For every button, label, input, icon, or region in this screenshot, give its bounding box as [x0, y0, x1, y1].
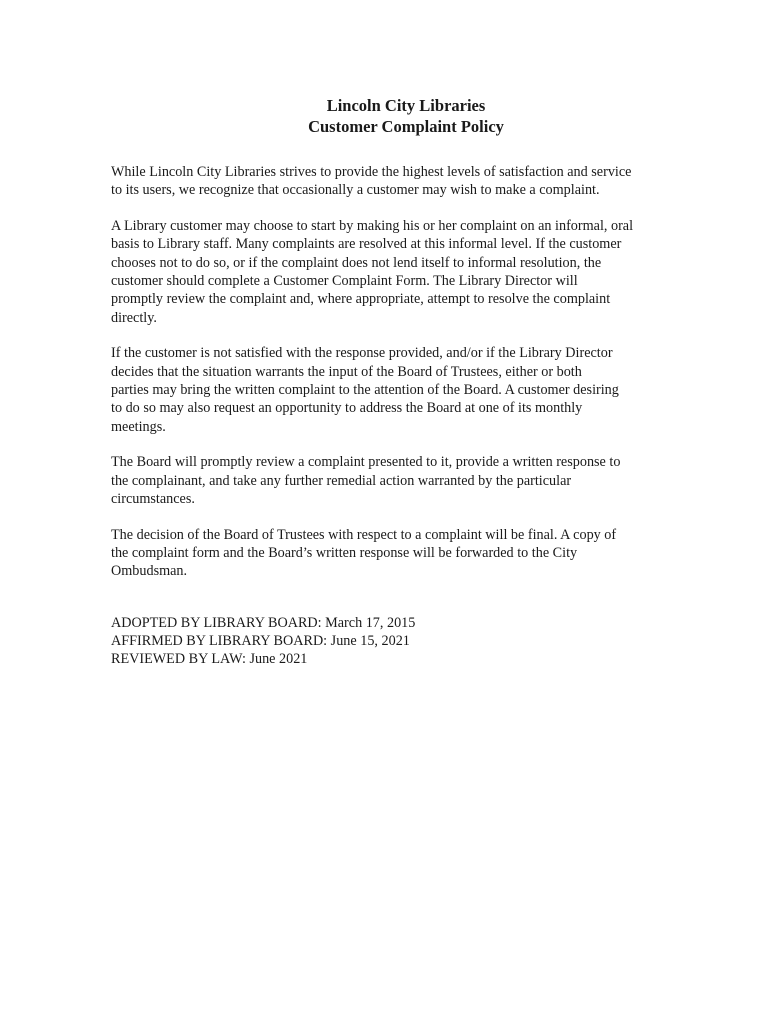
reviewed-line: REVIEWED BY LAW: June 2021: [111, 651, 308, 668]
paragraph-informal-complaint: A Library customer may choose to start by making his or her complaint on an informal, oral basis to Library staff. Many complaints are resolved at this informal level. If the customer chooses not to do so, or if the complaint does not lend itself to informal resolution, the customer should complete a Customer Complaint Form. The Library Director will promptly review the complaint and, where appropriate, attempt to resolve the complaint directly.: [111, 218, 634, 326]
adoption-history: [111, 614, 701, 669]
paragraph-board-review: The Board will promptly review a complaint presented to it, provide a written response to the complainant, and take any further remedial action warranted by the particular circumstances.: [111, 454, 621, 507]
document-title: [111, 95, 701, 137]
paragraph-board-escalation: If the customer is not satisfied with the response provided, and/or if the Library Director decides that the situation warrants the input of the Board of Trustees, either or both parties may bring the written complaint to the attention of the Board. A customer desiring to do so may also request an opportunity to address the Board at one of its monthly meetings.: [111, 345, 619, 435]
affirmed-line: AFFIRMED BY LIBRARY BOARD: June 15, 2021: [111, 632, 410, 649]
title-organization: Lincoln City Libraries: [326, 96, 486, 115]
document-page: [111, 95, 701, 669]
paragraph-intro: While Lincoln City Libraries strives to provide the highest levels of satisfaction and service to its users, we recognize that occasionally a customer may wish to make a complaint.: [111, 164, 632, 199]
paragraph-final-decision: The decision of the Board of Trustees with respect to a complaint will be final. A copy of the complaint form and the Board’s written response will be forwarded to the City Ombudsman.: [111, 526, 617, 580]
adopted-line: ADOPTED BY LIBRARY BOARD: March 17, 2015: [111, 614, 416, 631]
title-policy-name: Customer Complaint Policy: [308, 117, 504, 136]
